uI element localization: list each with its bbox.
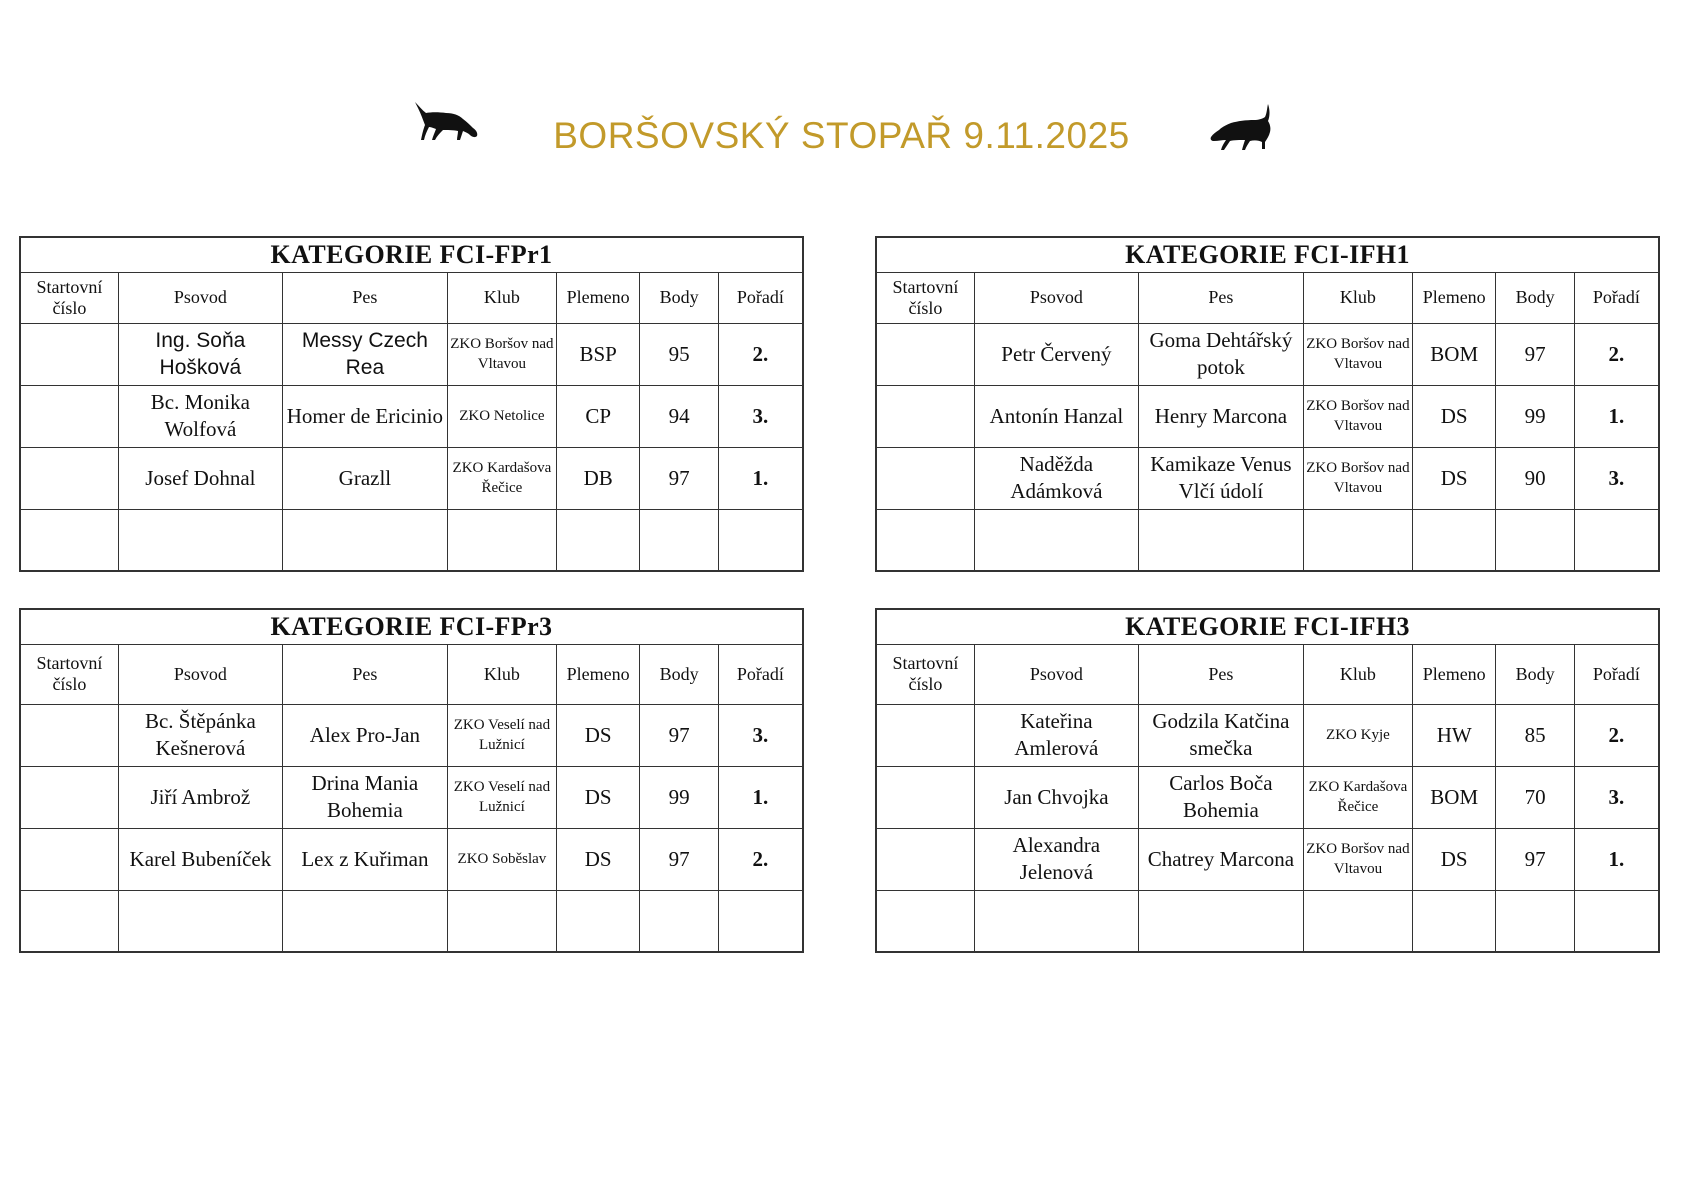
breed-cell: BOM <box>1412 766 1496 828</box>
category-table-fpr3 <box>19 608 804 953</box>
header-club: Klub <box>1303 644 1412 704</box>
club-cell: ZKO Boršov nad Vltavou <box>1303 828 1412 890</box>
breed-cell: DS <box>556 704 640 766</box>
handler-cell <box>118 509 282 571</box>
header-breed: Plemeno <box>556 644 640 704</box>
category-title: KATEGORIE FCI-IFH3 <box>876 609 1659 644</box>
category-title: KATEGORIE FCI-IFH1 <box>876 237 1659 272</box>
dog-cell: Godzila Katčina smečka <box>1138 704 1303 766</box>
table-row <box>876 890 1659 952</box>
header-points: Body <box>640 272 718 323</box>
table-row <box>876 828 1659 890</box>
points-cell: 99 <box>640 766 718 828</box>
handler-cell: Josef Dohnal <box>118 447 282 509</box>
club-cell: ZKO Veselí nad Lužnicí <box>447 704 556 766</box>
start-number-cell <box>876 704 974 766</box>
header-rank: Pořadí <box>1574 644 1659 704</box>
header-breed: Plemeno <box>556 272 640 323</box>
table-row <box>20 509 803 571</box>
handler-cell: Bc. Štěpánka Kešnerová <box>118 704 282 766</box>
points-cell: 97 <box>1496 323 1574 385</box>
breed-cell <box>1412 509 1496 571</box>
club-cell: ZKO Kardašova Řečice <box>447 447 556 509</box>
start-number-cell <box>20 323 118 385</box>
dog-cell: Homer de Ericinio <box>282 385 447 447</box>
breed-cell: DS <box>556 766 640 828</box>
points-cell: 90 <box>1496 447 1574 509</box>
start-number-cell <box>876 385 974 447</box>
start-number-cell <box>20 890 118 952</box>
header-rank: Pořadí <box>718 644 803 704</box>
table-row <box>876 323 1659 385</box>
rank-cell: 2. <box>718 828 803 890</box>
handler-cell: Bc. Monika Wolfová <box>118 385 282 447</box>
start-number-cell <box>876 890 974 952</box>
start-number-cell <box>20 447 118 509</box>
header-club: Klub <box>447 644 556 704</box>
points-cell <box>1496 890 1574 952</box>
club-cell: ZKO Kyje <box>1303 704 1412 766</box>
start-number-cell <box>876 323 974 385</box>
table-row <box>876 704 1659 766</box>
breed-cell: DS <box>556 828 640 890</box>
header-handler: Psovod <box>118 644 282 704</box>
rank-cell: 3. <box>1574 766 1659 828</box>
dog-cell: Henry Marcona <box>1138 385 1303 447</box>
points-cell: 97 <box>1496 828 1574 890</box>
handler-cell: Jan Chvojka <box>974 766 1138 828</box>
category-table-ifh1 <box>875 236 1660 572</box>
dog-cell: Grazll <box>282 447 447 509</box>
table-row <box>20 385 803 447</box>
table-row <box>876 766 1659 828</box>
table-row <box>20 323 803 385</box>
rank-cell: 3. <box>1574 447 1659 509</box>
rank-cell: 1. <box>718 766 803 828</box>
points-cell <box>640 890 718 952</box>
club-cell <box>1303 890 1412 952</box>
start-number-cell <box>20 385 118 447</box>
start-number-cell <box>20 766 118 828</box>
breed-cell: DS <box>1412 447 1496 509</box>
handler-cell: Karel Bubeníček <box>118 828 282 890</box>
rank-cell: 3. <box>718 704 803 766</box>
rank-cell <box>1574 509 1659 571</box>
category-table-fpr1 <box>19 236 804 572</box>
dog-cell: Alex Pro-Jan <box>282 704 447 766</box>
table-row <box>876 385 1659 447</box>
table-row <box>20 766 803 828</box>
club-cell: ZKO Veselí nad Lužnicí <box>447 766 556 828</box>
breed-cell: DS <box>1412 385 1496 447</box>
dog-sniffing-icon <box>1210 104 1274 152</box>
points-cell: 95 <box>640 323 718 385</box>
dog-cell: Lex z Kuřiman <box>282 828 447 890</box>
page-header <box>0 100 1683 180</box>
start-number-cell <box>876 509 974 571</box>
header-dog: Pes <box>282 644 447 704</box>
points-cell: 94 <box>640 385 718 447</box>
points-cell: 97 <box>640 704 718 766</box>
dog-cell <box>1138 890 1303 952</box>
handler-cell: Antonín Hanzal <box>974 385 1138 447</box>
dog-cell <box>1138 509 1303 571</box>
header-start-number: Startovní číslo <box>876 272 974 323</box>
header-rank: Pořadí <box>1574 272 1659 323</box>
rank-cell: 1. <box>718 447 803 509</box>
page-title: BORŠOVSKÝ STOPAŘ 9.11.2025 <box>553 115 1130 156</box>
header-breed: Plemeno <box>1412 272 1496 323</box>
handler-cell: Ing. Soňa Hošková <box>118 323 282 385</box>
points-cell: 97 <box>640 447 718 509</box>
dog-cell <box>282 509 447 571</box>
dog-cell: Drina Mania Bohemia <box>282 766 447 828</box>
dog-cell: Carlos Boča Bohemia <box>1138 766 1303 828</box>
handler-cell <box>974 890 1138 952</box>
rank-cell: 2. <box>718 323 803 385</box>
breed-cell: BSP <box>556 323 640 385</box>
start-number-cell <box>876 447 974 509</box>
handler-cell: Petr Červený <box>974 323 1138 385</box>
rank-cell: 1. <box>1574 828 1659 890</box>
club-cell <box>447 890 556 952</box>
rank-cell: 3. <box>718 385 803 447</box>
breed-cell: CP <box>556 385 640 447</box>
table-row <box>876 447 1659 509</box>
header-handler: Psovod <box>118 272 282 323</box>
dog-cell: Messy Czech Rea <box>282 323 447 385</box>
breed-cell <box>556 890 640 952</box>
breed-cell: DS <box>1412 828 1496 890</box>
header-handler: Psovod <box>974 644 1138 704</box>
rank-cell <box>1574 890 1659 952</box>
breed-cell <box>1412 890 1496 952</box>
rank-cell: 2. <box>1574 323 1659 385</box>
header-club: Klub <box>1303 272 1412 323</box>
club-cell: ZKO Soběslav <box>447 828 556 890</box>
table-row <box>20 704 803 766</box>
table-row <box>20 828 803 890</box>
handler-cell: Naděžda Adámková <box>974 447 1138 509</box>
club-cell: ZKO Boršov nad Vltavou <box>447 323 556 385</box>
header-start-number: Startovní číslo <box>20 644 118 704</box>
breed-cell: HW <box>1412 704 1496 766</box>
breed-cell: DB <box>556 447 640 509</box>
points-cell <box>1496 509 1574 571</box>
header-start-number: Startovní číslo <box>20 272 118 323</box>
category-title: KATEGORIE FCI-FPr3 <box>20 609 803 644</box>
header-points: Body <box>1496 272 1574 323</box>
header-handler: Psovod <box>974 272 1138 323</box>
handler-cell <box>118 890 282 952</box>
header-rank: Pořadí <box>718 272 803 323</box>
handler-cell: Jiří Ambrož <box>118 766 282 828</box>
rank-cell <box>718 890 803 952</box>
breed-cell: BOM <box>1412 323 1496 385</box>
points-cell: 97 <box>640 828 718 890</box>
header-points: Body <box>1496 644 1574 704</box>
header-points: Body <box>640 644 718 704</box>
rank-cell <box>718 509 803 571</box>
start-number-cell <box>20 509 118 571</box>
header-start-number: Startovní číslo <box>876 644 974 704</box>
table-row <box>20 890 803 952</box>
club-cell <box>447 509 556 571</box>
rank-cell: 1. <box>1574 385 1659 447</box>
dog-cell: Kamikaze Venus Vlčí údolí <box>1138 447 1303 509</box>
club-cell: ZKO Kardašova Řečice <box>1303 766 1412 828</box>
points-cell: 70 <box>1496 766 1574 828</box>
table-row <box>876 509 1659 571</box>
category-title: KATEGORIE FCI-FPr1 <box>20 237 803 272</box>
handler-cell: Alexandra Jelenová <box>974 828 1138 890</box>
rank-cell: 2. <box>1574 704 1659 766</box>
header-dog: Pes <box>1138 644 1303 704</box>
dog-cell: Chatrey Marcona <box>1138 828 1303 890</box>
breed-cell <box>556 509 640 571</box>
handler-cell <box>974 509 1138 571</box>
start-number-cell <box>20 704 118 766</box>
header-club: Klub <box>447 272 556 323</box>
points-cell: 99 <box>1496 385 1574 447</box>
dog-cell <box>282 890 447 952</box>
header-dog: Pes <box>282 272 447 323</box>
points-cell: 85 <box>1496 704 1574 766</box>
header-dog: Pes <box>1138 272 1303 323</box>
table-row <box>20 447 803 509</box>
handler-cell: Kateřina Amlerová <box>974 704 1138 766</box>
dog-cell: Goma Dehtářský potok <box>1138 323 1303 385</box>
start-number-cell <box>876 828 974 890</box>
start-number-cell <box>20 828 118 890</box>
club-cell: ZKO Netolice <box>447 385 556 447</box>
club-cell: ZKO Boršov nad Vltavou <box>1303 447 1412 509</box>
points-cell <box>640 509 718 571</box>
club-cell <box>1303 509 1412 571</box>
category-table-ifh3 <box>875 608 1660 953</box>
club-cell: ZKO Boršov nad Vltavou <box>1303 385 1412 447</box>
start-number-cell <box>876 766 974 828</box>
club-cell: ZKO Boršov nad Vltavou <box>1303 323 1412 385</box>
header-breed: Plemeno <box>1412 644 1496 704</box>
